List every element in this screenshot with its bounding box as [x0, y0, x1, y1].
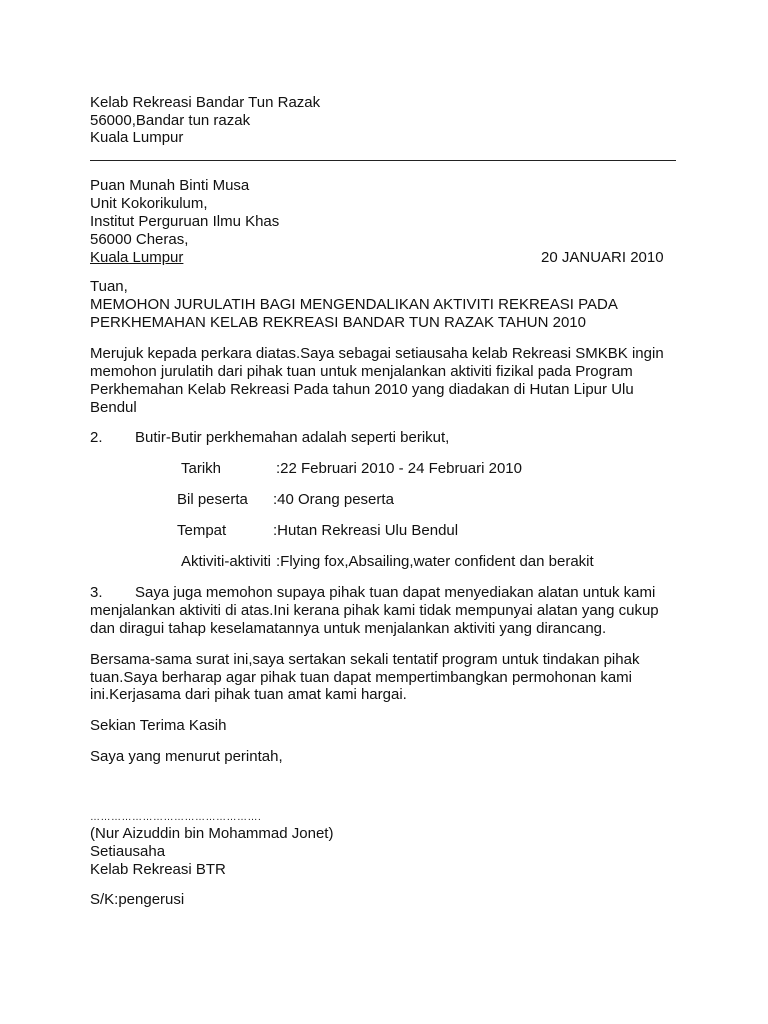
recipient-postcode: 56000 Cheras,: [90, 231, 189, 248]
detail-value: :Hutan Rekreasi Ulu Bendul: [273, 522, 459, 539]
signature-line: ………………………………………….: [90, 812, 262, 823]
subject-line: MEMOHON JURULATIH BAGI MENGENDALIKAN AKTIVITI REKREASI PADA: [90, 296, 618, 313]
paragraph-3-line: menjalankan aktiviti di atas.Ini kerana pihak kami tidak mempunyai alatan yang cukup: [90, 602, 659, 619]
paragraph-3-line: Saya juga memohon supaya pihak tuan dapat menyediakan alatan untuk kami: [135, 584, 656, 601]
detail-value: :22 Februari 2010 - 24 Februari 2010: [276, 460, 522, 477]
paragraph-1-line: Perkhemahan Kelab Rekreasi Pada tahun 2010 yang diadakan di Hutan Lipur Ulu: [90, 381, 634, 398]
detail-value: :40 Orang peserta: [273, 491, 394, 508]
recipient-city: Kuala Lumpur: [90, 249, 184, 266]
sender-name: Kelab Rekreasi Bandar Tun Razak: [90, 94, 321, 111]
recipient-name: Puan Munah Binti Musa: [90, 177, 250, 194]
recipient-unit: Unit Kokorikulum,: [90, 195, 208, 212]
salutation: Tuan,: [90, 278, 128, 295]
closing: Sekian Terima Kasih: [90, 717, 227, 734]
sender-address: 56000,Bandar tun razak: [90, 112, 251, 129]
signatory-org: Kelab Rekreasi BTR: [90, 861, 226, 878]
paragraph-1-line: Bendul: [90, 399, 137, 416]
signatory-name: (Nur Aizuddin bin Mohammad Jonet): [90, 825, 334, 842]
detail-label: Tarikh: [181, 460, 222, 477]
header-divider: [90, 160, 676, 161]
signoff: Saya yang menurut perintah,: [90, 748, 283, 765]
paragraph-4-line: tuan.Saya berharap agar pihak tuan dapat mempertimbangkan permohonan kami: [90, 669, 633, 686]
letter-date: 20 JANUARI 2010: [541, 249, 664, 266]
paragraph-3-line: dan diragui tahap keselamatannya untuk menjalankan aktiviti yang dirancang.: [90, 620, 607, 637]
signatory-title: Setiausaha: [90, 843, 166, 860]
paragraph-4-line: ini.Kerjasama dari pihak tuan amat kami hargai.: [90, 686, 407, 703]
detail-label: Bil peserta: [177, 491, 248, 508]
paragraph-2-number: 2.: [90, 429, 103, 446]
detail-value: :Flying fox,Absailing,water confident dan berakit: [276, 553, 594, 570]
carbon-copy: S/K:pengerusi: [90, 891, 185, 908]
detail-label: Aktiviti-aktiviti: [181, 553, 272, 570]
sender-city: Kuala Lumpur: [90, 129, 184, 146]
detail-label: Tempat: [177, 522, 227, 539]
paragraph-2-text: Butir-Butir perkhemahan adalah seperti berikut,: [135, 429, 450, 446]
paragraph-4-line: Bersama-sama surat ini,saya sertakan sekali tentatif program untuk tindakan pihak: [90, 651, 640, 668]
paragraph-1-line: memohon jurulatih dari pihak tuan untuk menjalankan aktiviti fizikal pada Program: [90, 363, 633, 380]
paragraph-3-number: 3.: [90, 584, 103, 601]
subject-line: PERKHEMAHAN KELAB REKREASI BANDAR TUN RAZAK TAHUN 2010: [90, 314, 586, 331]
paragraph-1-line: Merujuk kepada perkara diatas.Saya sebagai setiausaha kelab Rekreasi SMKBK ingin: [90, 345, 664, 362]
recipient-institution: Institut Perguruan Ilmu Khas: [90, 213, 280, 230]
